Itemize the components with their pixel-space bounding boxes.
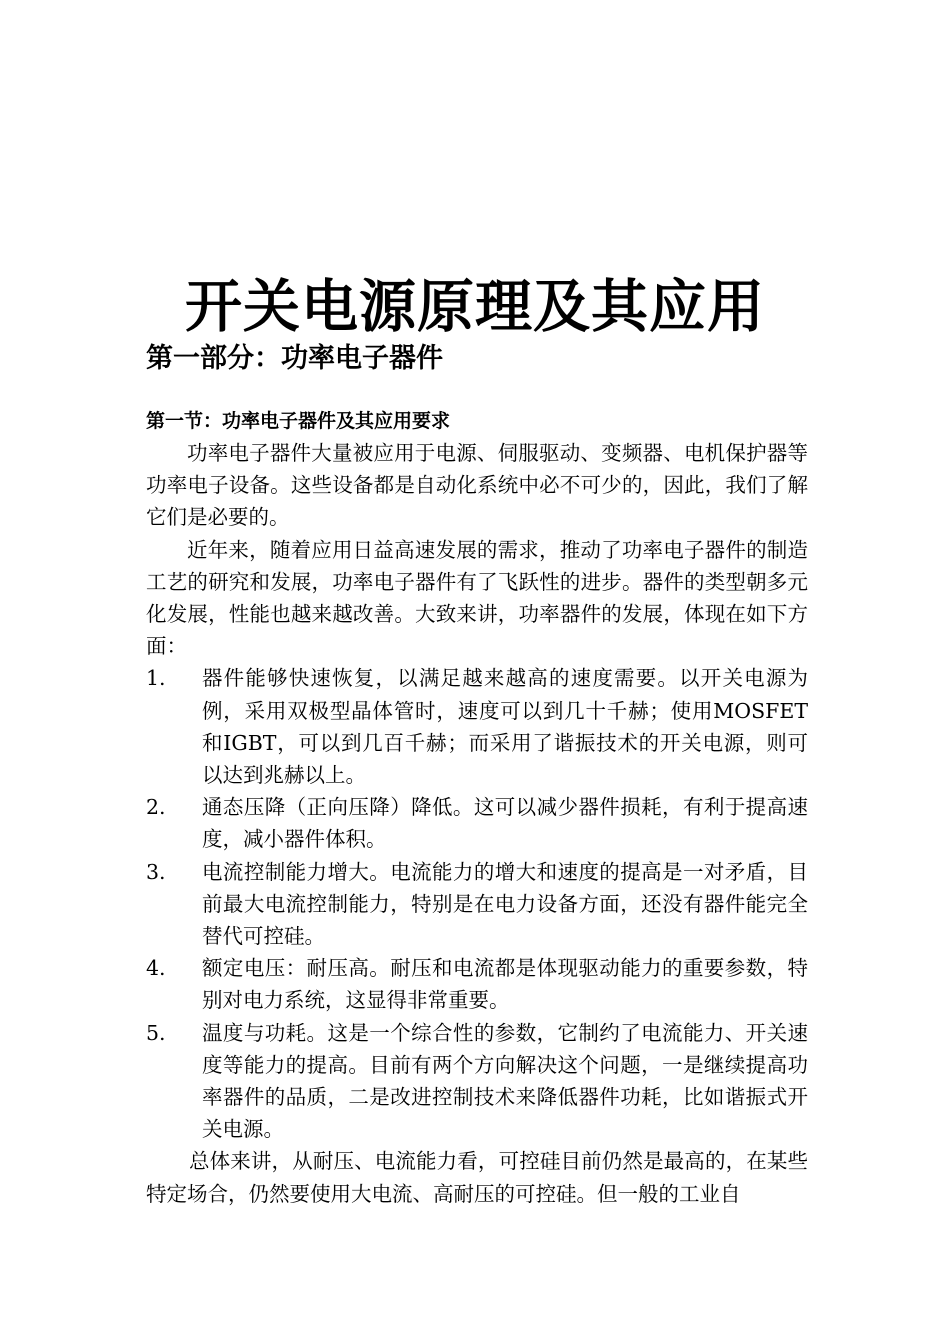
body-text [146, 437, 808, 1210]
list-item-text: 通态压降（正向压降）降低。这可以减少器件损耗，有利于提高速度，减小器件体积。 [202, 795, 808, 852]
list-number: 3. [146, 859, 166, 884]
paragraph: 功率电子器件大量被应用于电源、伺服驱动、变频器、电机保护器等功率电子设备。这些设备都是自动化系统中必不可少的，因此，我们了解它们是必要的。 [146, 441, 808, 530]
section-heading: 第一节：功率电子器件及其应用要求 [146, 410, 451, 432]
list-item [146, 662, 808, 791]
list-item-text: 电流控制能力增大。电流能力的增大和速度的提高是一对矛盾，目前最大电流控制能力，特别是在电力设备方面，还没有器件能完全替代可控硅。 [202, 859, 808, 949]
list-item [146, 952, 808, 1016]
list-number: 5. [146, 1020, 166, 1045]
list-number: 4. [146, 956, 166, 981]
list-item [146, 856, 808, 953]
part-heading: 第一部分：功率电子器件 [146, 343, 443, 374]
list-item [146, 1017, 808, 1146]
list-number: 1. [146, 666, 166, 691]
list-item [146, 791, 808, 855]
list-item-text: 器件能够快速恢复，以满足越来越高的速度需要。以开关电源为例，采用双极型晶体管时，速度可以到几十千赫；使用MOSFET和IGBT，可以到几百千赫；而采用了谐振技术的开关电源，则可以达到兆赫以上。 [202, 666, 808, 788]
paragraph: 近年来，随着应用日益高速发展的需求，推动了功率电子器件的制造工艺的研究和发展，功率电子器件有了飞跃性的进步。器件的类型朝多元化发展，性能也越来越改善。大致来讲，功率器件的发展，体现在如下方面： [146, 537, 808, 659]
list-item-text: 额定电压：耐压高。耐压和电流都是体现驱动能力的重要参数，特别对电力系统，这显得非常重要。 [202, 956, 808, 1013]
list-item-text: 温度与功耗。这是一个综合性的参数，它制约了电流能力、开关速度等能力的提高。目前有两个方向解决这个问题，一是继续提高功率器件的品质，二是改进控制技术来降低器件功耗，比如谐振式开关电源。 [202, 1020, 808, 1142]
numbered-list [146, 662, 808, 1145]
list-number: 2. [146, 795, 166, 820]
document-title: 开关电源原理及其应用 [185, 273, 765, 340]
paragraph: 总体来讲，从耐压、电流能力看，可控硅目前仍然是最高的，在某些特定场合，仍然要使用大电流、高耐压的可控硅。但一般的工业自 [146, 1149, 808, 1206]
